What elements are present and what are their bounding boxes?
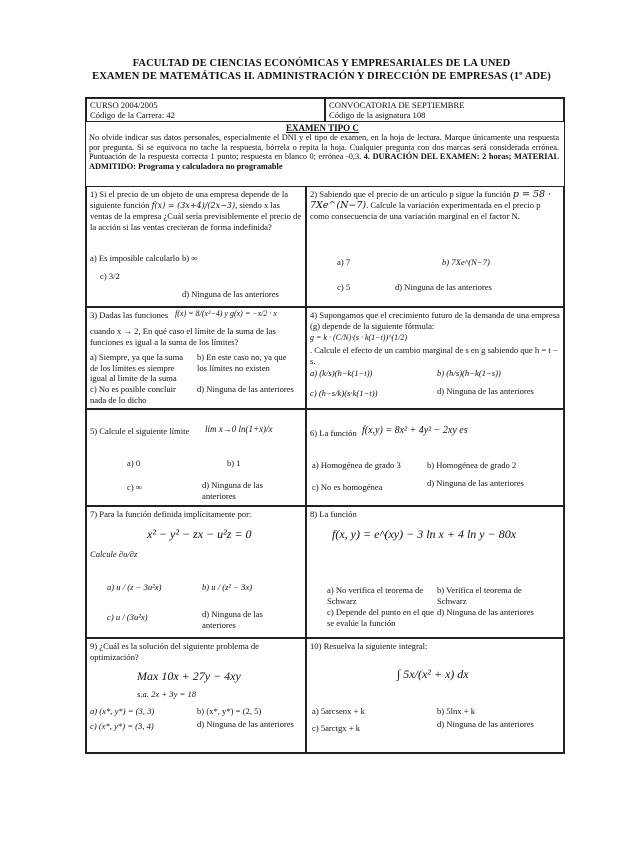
- q5-limit: lim x→0 ln(1+x)/x: [205, 424, 273, 434]
- q3-option-b[interactable]: b) En este caso no, ya que los límites no existen: [197, 352, 287, 373]
- question-9: [86, 638, 306, 753]
- q1-function: f(x) = (3x+4)/(2x−3): [151, 201, 236, 210]
- call-info: [325, 98, 564, 122]
- question-7: [86, 506, 306, 638]
- q4-formula: g = k · (C/N)·(s · k(1−t))^(1/2): [310, 333, 408, 342]
- q9-option-b[interactable]: b) (x*, y*) = (2, 5): [197, 706, 262, 716]
- q6-text: 6) La función: [310, 428, 357, 438]
- q4-text: 4) Supongamos que el crecimiento futuro de la demanda de una empresa (g) depende de la siguiente fórmula:: [310, 310, 560, 331]
- exam-sheet: [85, 97, 565, 754]
- q3-option-d[interactable]: d) Ninguna de las anteriores: [197, 384, 294, 394]
- q8-option-d[interactable]: d) Ninguna de las anteriores: [437, 607, 534, 617]
- q7-equation: x² − y² − zx − u²z = 0: [147, 527, 252, 541]
- q9-option-a[interactable]: a) (x*, y*) = (3, 3): [90, 706, 155, 716]
- q1-text-a: 1) Si el precio de un objeto de una empresa depende de la siguiente función: [90, 189, 289, 210]
- q4-option-a[interactable]: a) (k/s)(h−k(1−t)): [310, 368, 373, 378]
- q5-option-d[interactable]: d) Ninguna de las anteriores: [202, 480, 263, 501]
- q1-option-b[interactable]: b) ∞: [182, 253, 198, 263]
- instructions-block: [86, 122, 564, 174]
- q2-function: p = 58 · 7Xe^(N−7): [310, 189, 552, 211]
- q5-option-c[interactable]: c) ∞: [127, 482, 142, 492]
- q7-option-b[interactable]: b) u / (z² − 3x): [202, 582, 253, 592]
- q9-text: 9) ¿Cuál es la solución del siguiente problema de optimización?: [90, 641, 259, 662]
- q2-stem: 2) Sabiendo que el precio de un artículo p sigue la función p = 58 · 7Xe^(N−7). Calcule la variación experimentada en el precio p como consecuencia de una variación marginal en el factor N.: [310, 189, 552, 221]
- q7-option-a[interactable]: a) u / (z − 3u²x): [107, 582, 162, 592]
- question-6: [306, 409, 564, 506]
- q10-option-b[interactable]: b) 5lnx + k: [437, 706, 476, 716]
- q9-option-d[interactable]: d) Ninguna de las anteriores: [197, 719, 294, 729]
- q4-option-d[interactable]: d) Ninguna de las anteriores: [437, 386, 534, 396]
- course-info: [86, 98, 325, 122]
- call: CONVOCATORIA DE SEPTIEMBRE: [329, 100, 465, 110]
- q8-option-b[interactable]: b) Verifica el teorema de Schwarz: [437, 585, 522, 606]
- instructions-text: No olvide indicar sus datos personales, especialmente el DNI y el tipo de examen, en la hoja de lectura. Marque únicamente una respuesta por pregunta. Si se equivoca no tache la respuesta, bórrela o repita la hoja. Cualquier pregunta con dos marcas será considerada errónea. Puntuación de la respuesta correcta 1 punto; respuesta en blanco 0; errónea -0,3.: [89, 133, 559, 162]
- q3-option-c[interactable]: c) No es posible concluir nada de lo dicho: [90, 384, 176, 405]
- q6-option-a[interactable]: a) Homogénea de grado 3: [312, 460, 401, 470]
- q8-option-c[interactable]: c) Depende del punto en el que se evalúe la función: [327, 607, 434, 628]
- q1-option-a[interactable]: a) Es imposible calcularlo: [90, 253, 180, 263]
- instructions-duration: 4. DURACIÓN DEL EXAMEN: 2 horas; MATERIAL ADMITIDO: Programa y calculadora no programable: [89, 152, 560, 171]
- q8-function: f(x, y) = e^(xy) − 3 ln x + 4 ln y − 80x: [332, 527, 517, 541]
- q10-option-a[interactable]: a) 5arcsenx + k: [312, 706, 365, 716]
- q8-option-a[interactable]: a) No verifica el teorema de Schwarz: [327, 585, 424, 606]
- question-3: [86, 307, 306, 409]
- q1-text-b: , siendo x las ventas de la empresa ¿Cuál sería previsiblemente el precio de la acción si las ventas crecieran de forma indefinida?: [90, 200, 302, 232]
- faculty-title: FACULTAD DE CIENCIAS ECONÓMICAS Y EMPRESARIALES DE LA UNED: [132, 58, 511, 69]
- q5-text: 5) Calcule el siguiente límite: [90, 426, 190, 436]
- q9-option-c[interactable]: c) (x*, y*) = (3, 4): [90, 721, 154, 731]
- q6-option-c[interactable]: c) No es homogénea: [312, 482, 383, 492]
- q9-objective: Max 10x + 27y − 4xy: [137, 669, 241, 683]
- q9-constraint: s.a. 2x + 3y = 18: [137, 689, 197, 699]
- q5-option-a[interactable]: a) 0: [127, 458, 141, 468]
- q7-option-c[interactable]: c) u / (3u²x): [107, 612, 148, 622]
- q2-option-b[interactable]: b) 7Xe^(N−7): [442, 257, 490, 267]
- q6-option-d[interactable]: d) Ninguna de las anteriores: [427, 478, 524, 488]
- q10-integral: ∫ 5x/(x² + x) dx: [397, 667, 469, 681]
- question-2: [306, 186, 564, 307]
- q3-option-a[interactable]: a) Siempre, ya que la suma de los límites es siempre igual al límite de la suma: [90, 352, 184, 383]
- exam-title: EXAMEN DE MATEMÁTICAS II. ADMINISTRACIÓN Y DIRECCIÓN DE EMPRESAS (1º ADE): [92, 71, 551, 82]
- q7-text: 7) Para la función definida implícitamente por:: [90, 509, 252, 519]
- q2-text-a: 2) Sabiendo que el precio de un artículo p sigue la función: [310, 189, 511, 199]
- q10-text: 10) Resuelva la siguiente integral:: [310, 641, 428, 651]
- exam-type: EXAMEN TIPO C: [286, 123, 359, 133]
- question-10: [306, 638, 564, 753]
- subject-code: Código de la asignatura 108: [329, 110, 426, 120]
- course: CURSO 2004/2005: [90, 100, 158, 110]
- q8-text: 8) La función: [310, 509, 357, 519]
- career-code: Código de la Carrera: 42: [90, 110, 175, 120]
- q7-option-d[interactable]: d) Ninguna de las anteriores: [202, 609, 263, 630]
- q7-calc: Calcule ∂u/∂z: [90, 549, 138, 559]
- q5-option-b[interactable]: b) 1: [227, 458, 241, 468]
- q4-text-b: . Calcule el efecto de un cambio marginal de s en g sabiendo que h = t − s.: [310, 345, 558, 366]
- q3-text-b: cuando x → 2, En qué caso el límite de la suma de las funciones es igual a la suma de los límites?: [90, 326, 276, 347]
- question-1: [86, 186, 306, 307]
- q3-text-a: 3) Dadas las funciones: [90, 310, 169, 320]
- q4-option-b[interactable]: b) (h/s)(h−k(1−s)): [437, 368, 501, 378]
- q2-option-d[interactable]: d) Ninguna de las anteriores: [395, 282, 492, 292]
- q1-stem: [90, 189, 302, 233]
- q1-option-c[interactable]: c) 3/2: [100, 271, 120, 281]
- q2-option-a[interactable]: a) 7: [337, 257, 351, 267]
- question-4: [306, 307, 564, 409]
- q1-option-d[interactable]: d) Ninguna de las anteriores: [182, 289, 279, 299]
- q6-function: f(x,y) = 8x² + 4y² − 2xy es: [362, 425, 468, 436]
- q2-text-b: Calcule la variación experimentada en el precio p como consecuencia de una variación marginal en el factor N.: [310, 200, 541, 221]
- instructions: [89, 133, 559, 171]
- question-5: [86, 409, 306, 506]
- q4-option-c[interactable]: c) (h−s/k)(s·k(1−t)): [310, 388, 378, 398]
- q2-option-c[interactable]: c) 5: [337, 282, 351, 292]
- q10-option-d[interactable]: d) Ninguna de las anteriores: [437, 719, 534, 729]
- q6-option-b[interactable]: b) Homogénea de grado 2: [427, 460, 517, 470]
- question-8: [306, 506, 564, 638]
- q3-functions: f(x) = 8/(x²−4) y g(x) = −x/2 · x: [175, 309, 277, 318]
- q10-option-c[interactable]: c) 5arctgx + k: [312, 723, 361, 733]
